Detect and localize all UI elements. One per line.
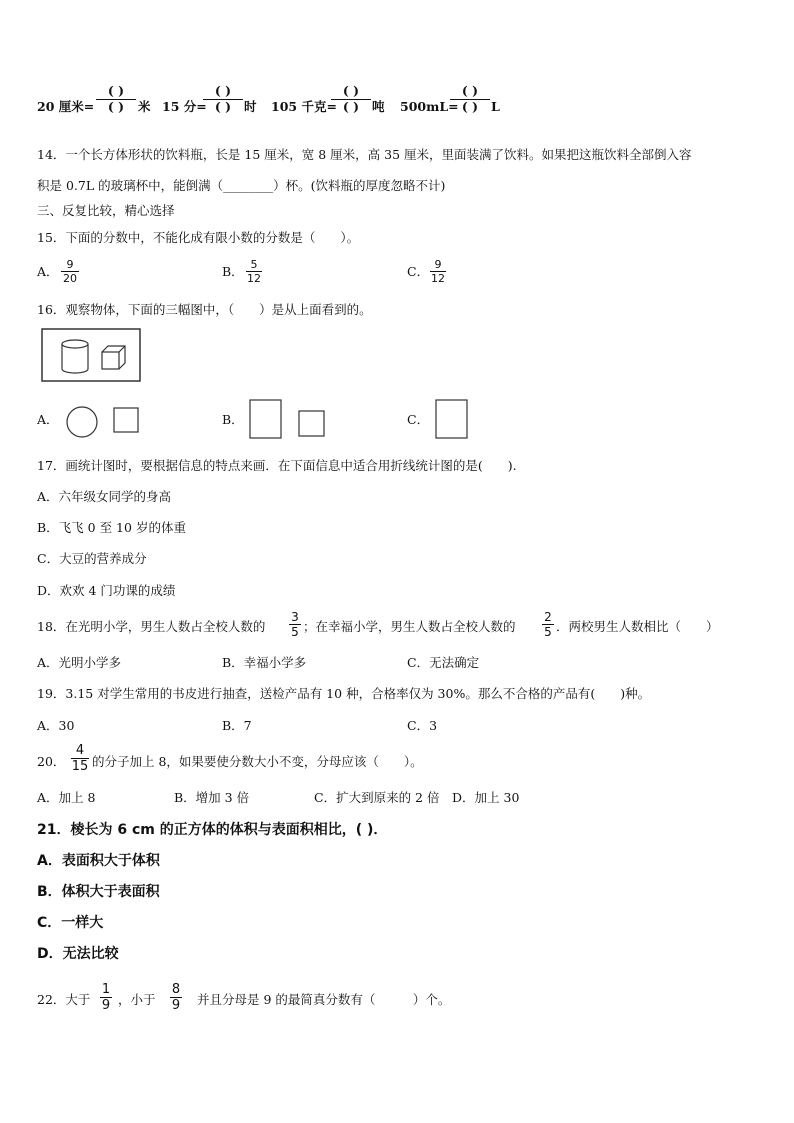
section-3-heading: 三、反复比较，精心选择 bbox=[37, 203, 175, 218]
q22-fraction-2 bbox=[170, 983, 182, 1012]
q18-f1-numerator: 3 bbox=[291, 610, 299, 624]
q20-fraction bbox=[71, 744, 89, 773]
q17-option-b[interactable]: B．飞飞 0 至 10 岁的体重 bbox=[37, 520, 186, 535]
q13-c-denominator-blank[interactable]: ( ) bbox=[342, 98, 360, 114]
q17-option-d[interactable]: D．欢欢 4 门功课的成绩 bbox=[37, 583, 176, 598]
q19-stem: 19．3.15 对学生常用的书皮进行抽查，送检产品有 10 种，合格率仅为 30%。那么不合格的产品有( )种。 bbox=[37, 686, 651, 701]
q19-option-a[interactable]: A．30 bbox=[37, 718, 75, 733]
q15-b-denominator: 12 bbox=[247, 272, 261, 285]
q15-option-b-label[interactable]: B． bbox=[222, 264, 244, 279]
q13-c-left: 105 千克= bbox=[271, 99, 337, 114]
q13-b-unit: 时 bbox=[244, 99, 257, 114]
q20-stem: 的分子加上 8，如果要使分数大小不变，分母应该（ ）。 bbox=[92, 754, 423, 769]
q22-stem-part1: 22．大于 bbox=[37, 992, 91, 1007]
q16-option-c-label[interactable]: C． bbox=[407, 412, 430, 427]
q13-d-left: 500mL= bbox=[400, 99, 459, 114]
q18-f2-denominator: 5 bbox=[544, 625, 552, 639]
q22-f2-numerator: 8 bbox=[171, 982, 181, 997]
q21-option-c[interactable]: C．一样大 bbox=[37, 915, 104, 931]
q13-c-unit: 吨 bbox=[372, 99, 385, 114]
q19-option-b[interactable]: B．7 bbox=[222, 718, 252, 733]
q18-f2-numerator: 2 bbox=[544, 610, 552, 624]
q18-stem-part1: 18．在光明小学，男生人数占全校人数的 bbox=[37, 619, 266, 634]
q18-f1-denominator: 5 bbox=[291, 625, 299, 639]
q15-c-denominator: 12 bbox=[431, 272, 445, 285]
q20-option-c[interactable]: C．扩大到原来的 2 倍 bbox=[314, 790, 440, 805]
q15-a-numerator: 9 bbox=[66, 258, 74, 271]
q21-option-b[interactable]: B．体积大于表面积 bbox=[37, 884, 160, 900]
q13-b-denominator-blank[interactable]: ( ) bbox=[214, 98, 232, 114]
q20-denominator: 15 bbox=[71, 759, 89, 774]
q15-option-c-label[interactable]: C． bbox=[407, 264, 430, 279]
q16-option-b-shapes bbox=[250, 400, 324, 438]
q16-stem: 16．观察物体，下面的三幅图中，（ ）是从上面看到的。 bbox=[37, 302, 372, 317]
q15-b-numerator: 5 bbox=[250, 258, 258, 271]
q18-stem-part3: ．两校男生人数相比（ ） bbox=[556, 619, 719, 634]
q21-option-a[interactable]: A．表面积大于体积 bbox=[37, 853, 160, 869]
q13-a-unit: 米 bbox=[138, 99, 151, 114]
q13-b-numerator-blank[interactable]: ( ) bbox=[214, 83, 232, 98]
q20-option-a[interactable]: A．加上 8 bbox=[37, 790, 96, 805]
q14-line2: 积是 0.7L 的玻璃杯中，能倒满（________）杯。(饮料瓶的厚度忽略不计) bbox=[37, 178, 446, 193]
q22-f1-numerator: 1 bbox=[101, 982, 111, 997]
q15-option-a-label[interactable]: A． bbox=[37, 264, 59, 279]
q22-stem-part2: ，小于 bbox=[118, 992, 156, 1007]
q13-a-denominator-blank[interactable]: ( ) bbox=[107, 98, 125, 114]
q22-f2-denominator: 9 bbox=[171, 998, 181, 1013]
q18-option-c[interactable]: C．无法确定 bbox=[407, 655, 480, 670]
q22-f1-denominator: 9 bbox=[101, 998, 111, 1013]
q22-fraction-1 bbox=[100, 983, 112, 1012]
q16-option-a-shapes bbox=[67, 407, 138, 437]
q16-option-b-label[interactable]: B． bbox=[222, 412, 244, 427]
q13-c-numerator-blank[interactable]: ( ) bbox=[342, 83, 360, 98]
q17-option-c[interactable]: C．大豆的营养成分 bbox=[37, 551, 147, 566]
q17-stem: 17．画统计图时，要根据信息的特点来画．在下面信息中适合用折线统计图的是( ). bbox=[37, 458, 517, 473]
q18-option-a[interactable]: A．光明小学多 bbox=[37, 655, 122, 670]
q13-d-numerator-blank[interactable]: ( ) bbox=[461, 83, 479, 98]
q20-option-d[interactable]: D．加上 30 bbox=[452, 790, 520, 805]
q16-option-c-shapes bbox=[436, 400, 467, 438]
q14-line1: 14．一个长方体形状的饮料瓶，长是 15 厘米，宽 8 厘米，高 35 厘米，里面装满了饮料。如果把这瓶饮料全部倒入容 bbox=[37, 147, 692, 162]
q13-a-numerator-blank[interactable]: ( ) bbox=[107, 83, 125, 98]
q16-figures bbox=[0, 0, 794, 450]
q16-option-a-label[interactable]: A． bbox=[37, 412, 59, 427]
q20-numerator: 4 bbox=[75, 743, 85, 758]
q18-stem-part2: ；在幸福小学，男生人数占全校人数的 bbox=[303, 619, 516, 634]
q15-c-numerator: 9 bbox=[434, 258, 442, 271]
q19-option-c[interactable]: C．3 bbox=[407, 718, 438, 733]
q13-d-denominator-blank[interactable]: ( ) bbox=[461, 98, 479, 114]
q13-b-left: 15 分= bbox=[162, 99, 207, 114]
q21-option-d[interactable]: D．无法比较 bbox=[37, 946, 119, 962]
q13-d-unit: L bbox=[491, 99, 500, 114]
q20-number: 20． bbox=[37, 754, 66, 769]
q22-stem-part3: 并且分母是 9 的最简真分数有（ ）个。 bbox=[197, 992, 451, 1007]
q18-fraction-2 bbox=[542, 611, 554, 638]
q17-option-a[interactable]: A．六年级女同学的身高 bbox=[37, 489, 172, 504]
q21-stem: 21．棱长为 6 cm 的正方体的体积与表面积相比，( )． bbox=[37, 822, 388, 838]
q18-option-b[interactable]: B．幸福小学多 bbox=[222, 655, 307, 670]
q13-a-left: 20 厘米= bbox=[37, 99, 95, 114]
q18-fraction-1 bbox=[289, 611, 301, 638]
q20-option-b[interactable]: B．增加 3 倍 bbox=[174, 790, 250, 805]
q15-a-denominator: 20 bbox=[63, 272, 77, 285]
q15-stem: 15．下面的分数中，不能化成有限小数的分数是（ ）。 bbox=[37, 230, 360, 245]
q16-objects-figure bbox=[42, 329, 140, 381]
